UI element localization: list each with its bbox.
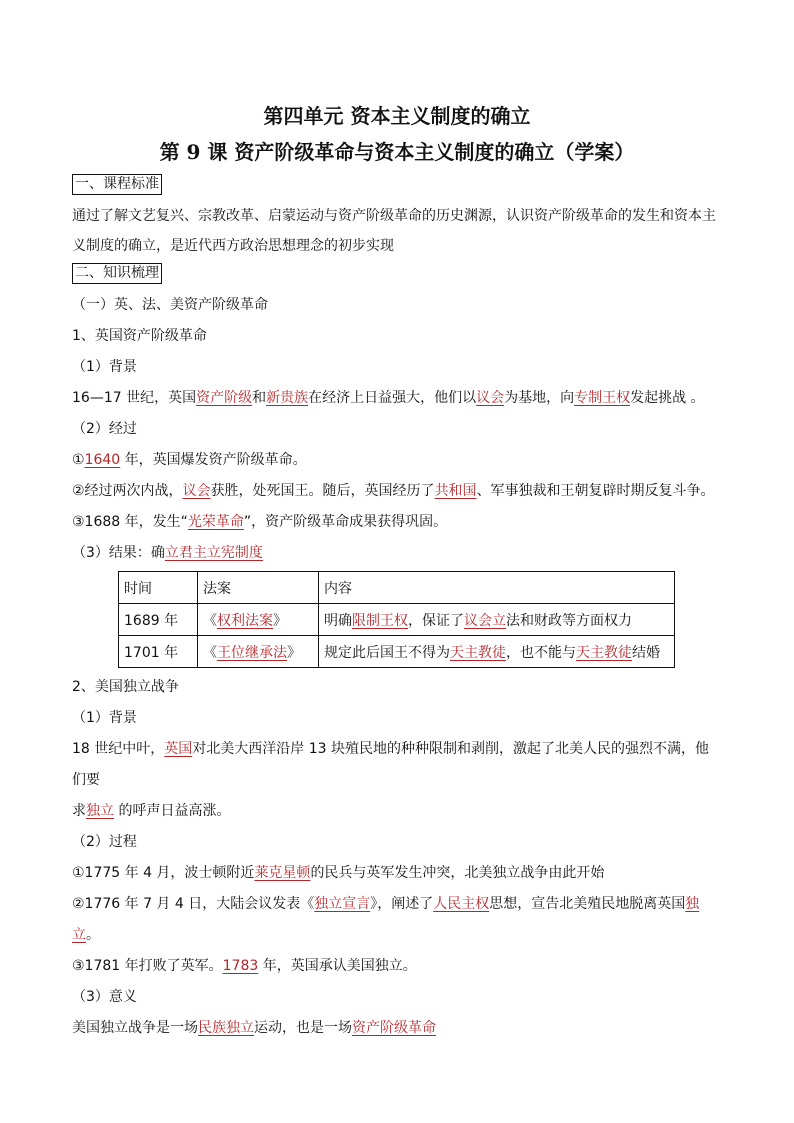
table-cell-content	[319, 604, 675, 636]
text-segment: （3）结果：确	[72, 545, 165, 561]
text-segment: 获胜，处死国王。随后，英国经历了	[210, 483, 435, 499]
america-proc-label: （2）过程	[72, 834, 137, 850]
lesson-title: 第 9 课 资产阶级革命与资本主义制度的确立（学案）	[159, 140, 635, 164]
text-segment: ①1775 年 4 月，波士顿附近	[72, 865, 255, 881]
answer-blank: 王位继承法	[217, 644, 287, 661]
england-proc-3	[72, 507, 722, 538]
section-heading-standards: 一、课程标准	[72, 174, 162, 195]
answer-blank: 共和国	[434, 483, 477, 499]
america-title: 2、美国独立战争	[72, 679, 179, 695]
text-segment: 16—17 世纪，英国	[72, 390, 197, 406]
text-segment: ”，资产阶级革命成果获得巩固。	[243, 514, 448, 530]
text-segment: ③1688 年，发生“	[72, 514, 188, 530]
america-bg-text-line2	[72, 796, 722, 827]
text-segment: 年，英国爆发资产阶级革命。	[120, 452, 307, 468]
text-segment: 》	[287, 644, 301, 661]
america-proc-3	[72, 951, 722, 982]
answer-blank: 独立宣言	[314, 896, 371, 912]
text-segment: 明确	[324, 612, 352, 629]
text-segment: ②经过两次内战，	[72, 483, 183, 499]
text-segment: 求	[72, 803, 86, 819]
answer-blank: 专制王权	[574, 390, 631, 406]
america-sig-label: （3）意义	[72, 989, 137, 1005]
answer-blank: 人民主权	[433, 896, 490, 912]
england-result	[72, 538, 722, 569]
answer-blank: 新贵族	[266, 390, 309, 406]
america-proc-1	[72, 858, 722, 889]
standards-text-line1: 通过了解文艺复兴、宗教改革、启蒙运动与资产阶级革命的历史渊源，认识资产阶级革命的发生和资本主	[72, 208, 716, 224]
england-bg-label: （1）背景	[72, 359, 137, 375]
answer-blank: 议会	[182, 483, 211, 499]
america-bg-label: （1）背景	[72, 710, 137, 726]
text-segment: 为基地，向	[504, 390, 575, 406]
table-cell-content	[319, 636, 675, 668]
answer-blank: 议会立	[464, 612, 506, 629]
text-segment: 18 世纪中叶，	[72, 741, 165, 757]
answer-blank: 1640	[84, 452, 121, 468]
table-row	[119, 636, 675, 668]
standards-text-line2: 义制度的确立，是近代西方政治思想理念的初步实现	[72, 238, 394, 254]
table-cell-time: 1689 年	[119, 604, 198, 636]
subsection-title: （一）英、法、美资产阶级革命	[72, 297, 268, 313]
england-proc-1	[72, 445, 722, 476]
text-segment: 的民兵与英军发生冲突，北美独立战争由此开始	[310, 865, 605, 881]
table-header-row	[119, 572, 675, 604]
text-segment: 规定此后国王不得为	[324, 644, 450, 661]
text-segment: 和	[252, 390, 267, 406]
text-segment: 对北美大西洋沿岸 13 块殖民地的种种限制和剥削，激起了北美人民的强烈不满，他们要	[72, 741, 709, 788]
text-segment: 》，阐述了	[370, 896, 434, 912]
table-cell-time: 1701 年	[119, 636, 198, 668]
text-segment: 《	[203, 644, 217, 661]
text-segment: 年，英国承认美国独立。	[258, 958, 417, 974]
england-title: 1、英国资产阶级革命	[72, 328, 207, 344]
answer-blank: 独立	[86, 803, 114, 819]
answer-blank: 资产阶级	[196, 390, 253, 406]
text-segment: 思想，宣告北美殖民地脱离英国	[489, 896, 686, 912]
answer-blank: 英国	[164, 741, 193, 757]
answer-blank: 1783	[222, 958, 259, 974]
text-segment: ③1781 年打败了英军。	[72, 958, 223, 974]
answer-blank: 天主教徒	[576, 644, 632, 661]
text-segment: 的呼声日益高涨。	[114, 803, 231, 819]
text-segment: 在经济上日益强大，他们以	[308, 390, 477, 406]
section-heading-knowledge: 二、知识梳理	[72, 263, 162, 284]
text-segment: 。	[86, 927, 100, 943]
england-proc-label: （2）经过	[72, 421, 137, 437]
table-cell-law	[198, 604, 319, 636]
document-page	[72, 100, 722, 1044]
table-cell-law	[198, 636, 319, 668]
text-segment: 结婚	[632, 644, 660, 661]
answer-blank: 光荣革命	[187, 514, 244, 530]
answer-blank: 权利法案	[217, 612, 273, 629]
text-segment: 运动，也是一场	[254, 1020, 352, 1036]
text-segment: 法和财政等方面权力	[506, 612, 632, 629]
america-sig-text	[72, 1013, 722, 1044]
text-segment: 《	[203, 612, 217, 629]
answer-blank: 立君主立宪制度	[164, 545, 263, 561]
table-header-cell: 法案	[198, 572, 319, 604]
england-proc-2	[72, 476, 722, 507]
table-row	[119, 604, 675, 636]
law-table	[118, 571, 675, 668]
answer-blank: 天主教徒	[450, 644, 506, 661]
england-bg-text	[72, 383, 722, 414]
text-segment: ，保证了	[408, 612, 464, 629]
answer-blank: 莱克星顿	[254, 865, 311, 881]
table-header-cell: 内容	[319, 572, 675, 604]
answer-blank: 议会	[476, 390, 505, 406]
answer-blank: 资产阶级革命	[352, 1020, 436, 1036]
text-segment: 、军事独裁和王朝复辟时期反复斗争。	[476, 483, 715, 499]
unit-title: 第四单元 资本主义制度的确立	[263, 104, 531, 128]
table-header-cell: 时间	[119, 572, 198, 604]
answer-blank: 独立	[72, 896, 700, 943]
text-segment: ②1776 年 7 月 4 日，大陆会议发表《	[72, 896, 315, 912]
text-segment: 发起挑战 。	[630, 390, 705, 406]
america-bg-text-line1	[72, 734, 722, 796]
text-segment: ①	[72, 452, 85, 468]
text-segment: ，也不能与	[506, 644, 576, 661]
america-proc-2	[72, 889, 722, 951]
answer-blank: 限制王权	[352, 612, 408, 629]
answer-blank: 民族独立	[198, 1020, 254, 1036]
text-segment: 》	[273, 612, 287, 629]
text-segment: 美国独立战争是一场	[72, 1020, 198, 1036]
